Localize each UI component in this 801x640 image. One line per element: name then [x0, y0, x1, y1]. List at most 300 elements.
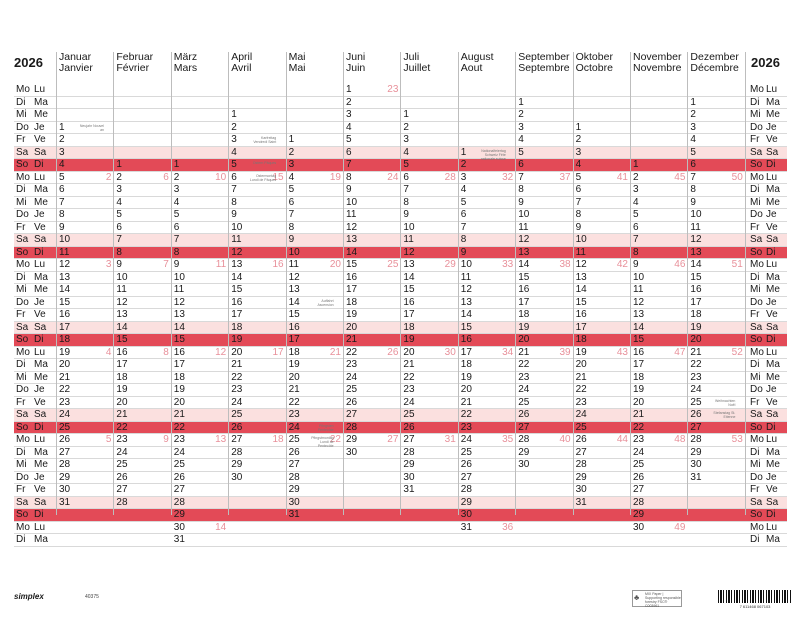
- day-number: 7: [518, 171, 524, 183]
- week-number: 30: [444, 346, 456, 358]
- day-number: 26: [518, 409, 530, 420]
- weekday-fr: Ve: [34, 221, 46, 233]
- month-name-fr: Novembre: [633, 62, 682, 74]
- week-number: 22: [329, 434, 341, 445]
- day-number: 16: [633, 346, 645, 358]
- day-number: 24: [403, 396, 415, 408]
- weekday-de: Mi: [16, 109, 27, 120]
- day-number: 28: [288, 471, 300, 483]
- weekday-fr-right: Me: [766, 284, 780, 295]
- weekday-fr-right: Ve: [766, 484, 778, 495]
- day-number: 17: [575, 321, 587, 333]
- weekday-fr: Sa: [34, 409, 47, 420]
- weekday-fr: Lu: [34, 434, 46, 445]
- holiday-label: Pfingstmontag Lundi de Pentecôte: [311, 436, 334, 448]
- day-number: 3: [288, 159, 295, 170]
- day-number: 3: [633, 184, 639, 195]
- day-number: 6: [633, 221, 639, 233]
- month-name-fr: Avril: [231, 62, 252, 74]
- month-header: [518, 52, 569, 84]
- year-label-left: 2026: [14, 55, 43, 70]
- weekday-fr-right: Lu: [766, 346, 778, 358]
- day-number: 29: [346, 434, 358, 445]
- day-number: 11: [518, 221, 529, 233]
- day-number: 24: [173, 446, 185, 458]
- day-number: 23: [633, 434, 645, 445]
- day-number: 28: [173, 496, 185, 508]
- day-number: 11: [633, 284, 644, 295]
- day-number: 1: [690, 96, 696, 108]
- month-header: [116, 52, 153, 84]
- weekday-de: Fr: [16, 396, 26, 408]
- week-number: 44: [616, 434, 628, 445]
- day-number: 18: [690, 309, 702, 320]
- week-number: 13: [215, 434, 227, 445]
- weekday-fr-right: Ma: [766, 359, 780, 370]
- day-number: 13: [690, 246, 702, 258]
- day-number: 16: [288, 321, 300, 333]
- day-number: 14: [460, 309, 472, 320]
- day-number: 26: [59, 434, 71, 445]
- day-number: 19: [633, 384, 645, 395]
- week-number: 52: [731, 346, 743, 358]
- weekday-fr-right: Me: [766, 459, 780, 470]
- day-number: 15: [460, 321, 472, 333]
- weekday-de-right: So: [750, 334, 763, 345]
- week-number: 32: [502, 171, 514, 183]
- day-number: 30: [690, 459, 702, 470]
- weekday-fr: Ma: [34, 184, 48, 195]
- day-number: 12: [116, 296, 128, 308]
- tree-icon: ♣: [634, 593, 640, 602]
- day-number: 18: [116, 371, 128, 383]
- day-number: 29: [59, 471, 71, 483]
- day-number: 21: [288, 384, 300, 395]
- day-number: 23: [403, 384, 415, 395]
- weekday-fr: Ve: [34, 484, 46, 495]
- day-number: 15: [288, 309, 300, 320]
- day-number: 9: [288, 234, 295, 245]
- day-number: 17: [231, 309, 243, 320]
- column-divider: [228, 52, 229, 515]
- weekday-de-right: Di: [750, 184, 760, 195]
- day-number: 27: [460, 471, 472, 483]
- day-number: 29: [633, 509, 645, 520]
- day-number: 21: [173, 409, 185, 420]
- day-number: 17: [346, 284, 358, 295]
- day-number: 27: [633, 484, 645, 495]
- day-number: 24: [59, 409, 71, 420]
- month-name-de: Dezember: [690, 51, 739, 63]
- day-number: 19: [403, 334, 415, 345]
- day-number: 21: [633, 409, 645, 420]
- day-number: 7: [633, 234, 639, 245]
- day-number: 21: [59, 371, 71, 383]
- day-number: 10: [460, 259, 472, 270]
- day-number: 28: [690, 434, 702, 445]
- day-number: 25: [690, 396, 702, 408]
- day-number: 21: [403, 359, 415, 370]
- holiday-label: Pfingsten Pentecôte: [317, 423, 334, 432]
- weekday-fr: Di: [34, 159, 44, 170]
- month-name-fr: Janvier: [59, 62, 93, 74]
- day-number: 16: [518, 284, 530, 295]
- week-number: 24: [387, 171, 399, 183]
- week-number: 4: [105, 346, 112, 358]
- day-number: 22: [288, 396, 300, 408]
- calendar-row: [14, 534, 787, 547]
- day-number: 24: [231, 396, 243, 408]
- week-number: 14: [215, 521, 227, 533]
- day-number: 4: [173, 196, 180, 208]
- month-name-de: November: [633, 51, 682, 63]
- barcode-number: 7 611468 067103: [739, 604, 771, 609]
- weekday-de-right: Fr: [750, 309, 760, 320]
- day-number: 27: [346, 409, 358, 420]
- day-number: 11: [575, 246, 586, 258]
- day-number: 10: [116, 271, 128, 283]
- day-number: 19: [173, 384, 185, 395]
- day-number: 13: [518, 246, 530, 258]
- weekday-de-right: So: [750, 509, 763, 520]
- weekday-fr-right: Ma: [766, 96, 780, 108]
- day-number: 7: [690, 171, 696, 183]
- day-number: 1: [116, 159, 122, 170]
- day-number: 2: [403, 121, 409, 133]
- weekday-de: Mo: [16, 521, 30, 533]
- column-divider: [343, 52, 344, 515]
- weekday-de-right: So: [750, 159, 763, 170]
- day-number: 27: [59, 446, 71, 458]
- day-number: 4: [575, 159, 582, 170]
- month-header: [690, 52, 738, 84]
- weekday-de: Mi: [16, 371, 27, 383]
- day-number: 16: [575, 309, 587, 320]
- day-number: 19: [346, 309, 358, 320]
- weekday-de: Di: [16, 271, 26, 283]
- day-number: 26: [288, 446, 300, 458]
- day-number: 9: [633, 259, 639, 270]
- day-number: 27: [690, 421, 702, 433]
- brand-logo: simplex: [14, 592, 44, 601]
- day-number: 16: [460, 334, 472, 345]
- day-number: 5: [288, 184, 295, 195]
- weekday-de-right: Mo: [750, 434, 764, 445]
- day-number: 9: [116, 259, 122, 270]
- day-number: 22: [460, 409, 472, 420]
- day-number: 12: [518, 234, 530, 245]
- day-number: 14: [518, 259, 530, 270]
- weekday-fr-right: Je: [766, 121, 777, 133]
- column-divider: [286, 52, 287, 515]
- day-number: 21: [231, 359, 243, 370]
- week-number: 41: [616, 171, 628, 183]
- day-number: 4: [346, 121, 352, 133]
- weekday-de: So: [16, 159, 29, 170]
- week-number: 16: [272, 259, 284, 270]
- holiday-label: Weihnachten Noël: [715, 398, 736, 407]
- day-number: 23: [173, 434, 185, 445]
- weekday-fr: Lu: [34, 346, 46, 358]
- day-number: 11: [288, 259, 299, 270]
- weekday-fr-right: Me: [766, 371, 780, 383]
- weekday-fr-right: Je: [766, 471, 777, 483]
- month-name-de: Juni: [346, 51, 366, 63]
- day-number: 10: [575, 234, 587, 245]
- day-number: 2: [690, 109, 696, 120]
- day-number: 5: [59, 171, 65, 183]
- day-number: 8: [116, 246, 122, 258]
- day-number: 8: [403, 196, 409, 208]
- day-number: 14: [116, 321, 128, 333]
- weekday-de-right: Fr: [750, 396, 760, 408]
- day-number: 12: [346, 221, 358, 233]
- day-number: 18: [575, 334, 587, 345]
- day-number: 29: [403, 459, 415, 470]
- weekday-de-right: Mi: [750, 196, 761, 208]
- weekday-de-right: Mi: [750, 371, 761, 383]
- weekday-de: Sa: [16, 321, 29, 333]
- weekday-de: Mo: [16, 434, 30, 445]
- weekday-de-right: Di: [750, 96, 760, 108]
- day-number: 10: [346, 196, 358, 208]
- weekday-fr: Di: [34, 421, 44, 433]
- day-number: 13: [231, 259, 243, 270]
- weekday-fr-right: Ma: [766, 446, 780, 458]
- weekday-fr: Di: [34, 246, 44, 258]
- day-number: 6: [460, 209, 467, 220]
- day-number: 25: [518, 396, 530, 408]
- day-number: 6: [403, 171, 409, 183]
- day-number: 2: [231, 121, 237, 133]
- weekday-fr: Ma: [34, 534, 48, 545]
- weekday-fr: Lu: [34, 259, 46, 270]
- weekday-fr: Me: [34, 109, 48, 120]
- day-number: 8: [288, 221, 295, 233]
- month-header: [633, 52, 681, 84]
- day-number: 11: [403, 234, 414, 245]
- day-number: 8: [231, 196, 237, 208]
- article-number: 40375: [85, 594, 99, 600]
- day-number: 24: [460, 434, 472, 445]
- day-number: 9: [231, 209, 237, 220]
- week-number: 37: [559, 171, 571, 183]
- day-number: 27: [575, 446, 587, 458]
- day-number: 1: [633, 159, 639, 170]
- barcode: [718, 590, 792, 603]
- day-number: 30: [173, 521, 185, 533]
- column-divider: [687, 52, 688, 515]
- weekday-fr: Lu: [34, 521, 46, 533]
- weekday-de-right: Fr: [750, 484, 760, 495]
- day-number: 24: [116, 446, 128, 458]
- day-number: 26: [633, 471, 645, 483]
- weekday-fr: Je: [34, 471, 45, 483]
- week-number: 50: [731, 171, 743, 183]
- weekday-de: Do: [16, 209, 29, 220]
- day-number: 8: [518, 184, 524, 195]
- day-number: 24: [633, 446, 645, 458]
- day-number: 7: [403, 184, 409, 195]
- day-number: 2: [346, 96, 352, 108]
- day-number: 10: [288, 246, 300, 258]
- day-number: 16: [59, 309, 71, 320]
- weekday-de: Di: [16, 184, 26, 195]
- day-number: 24: [690, 384, 702, 395]
- day-number: 16: [173, 346, 185, 358]
- weekday-fr-right: Di: [766, 509, 776, 520]
- weekday-de: Fr: [16, 484, 26, 495]
- day-number: 13: [633, 309, 645, 320]
- day-number: 10: [633, 271, 645, 283]
- day-number: 11: [346, 209, 357, 220]
- weekday-fr-right: Ma: [766, 184, 780, 195]
- weekday-fr-right: Ma: [766, 534, 780, 545]
- day-number: 17: [403, 309, 415, 320]
- weekday-fr: Di: [34, 334, 44, 345]
- week-number: 20: [329, 259, 341, 270]
- day-number: 5: [403, 159, 409, 170]
- day-number: 17: [288, 334, 300, 345]
- week-number: 43: [616, 346, 628, 358]
- day-number: 9: [403, 209, 409, 220]
- weekday-fr-right: Sa: [766, 234, 779, 245]
- weekday-fr: Ma: [34, 271, 48, 283]
- day-number: 19: [575, 346, 587, 358]
- day-number: 17: [173, 359, 185, 370]
- weekday-de-right: Do: [750, 384, 763, 395]
- week-number: 5: [105, 434, 112, 445]
- weekday-fr-right: Lu: [766, 84, 778, 95]
- day-number: 19: [116, 384, 128, 395]
- day-number: 30: [575, 484, 587, 495]
- day-number: 1: [575, 121, 582, 133]
- day-number: 5: [575, 171, 582, 183]
- day-number: 13: [59, 271, 71, 283]
- weekday-de: Do: [16, 121, 29, 133]
- week-number: 49: [674, 521, 686, 533]
- day-number: 17: [460, 346, 472, 358]
- day-number: 10: [403, 221, 415, 233]
- week-number: 11: [215, 259, 227, 270]
- weekday-de: Mi: [16, 459, 27, 470]
- weekday-fr-right: Je: [766, 209, 777, 220]
- month-name-de: März: [173, 51, 198, 63]
- weekday-fr: Sa: [34, 496, 47, 508]
- day-number: 21: [346, 334, 358, 345]
- day-number: 17: [59, 321, 71, 333]
- weekday-de-right: Sa: [750, 146, 763, 158]
- day-number: 21: [690, 346, 702, 358]
- day-number: 28: [346, 421, 358, 433]
- weekday-de: Sa: [16, 496, 29, 508]
- month-name-de: August: [460, 51, 494, 63]
- weekday-fr-right: Sa: [766, 496, 779, 508]
- weekday-de: So: [16, 509, 29, 520]
- day-number: 29: [575, 471, 587, 483]
- day-number: 6: [173, 221, 180, 233]
- weekday-fr: Me: [34, 371, 48, 383]
- day-number: 19: [288, 359, 300, 370]
- day-number: 29: [518, 446, 530, 458]
- day-number: 21: [575, 371, 587, 383]
- day-number: 24: [575, 409, 587, 420]
- day-number: 7: [231, 184, 237, 195]
- day-number: 3: [346, 109, 352, 120]
- day-number: 13: [460, 296, 472, 308]
- weekday-de: Mo: [16, 346, 30, 358]
- day-number: 23: [690, 371, 702, 383]
- day-number: 7: [116, 234, 122, 245]
- weekday-fr-right: Sa: [766, 146, 779, 158]
- weekday-de-right: Mo: [750, 84, 764, 95]
- month-header: [231, 52, 252, 84]
- week-number: 12: [215, 346, 227, 358]
- week-number: 26: [387, 346, 399, 358]
- day-number: 1: [59, 121, 65, 133]
- weekday-de: Mi: [16, 196, 27, 208]
- day-number: 29: [231, 459, 243, 470]
- day-number: 23: [518, 371, 530, 383]
- day-number: 9: [59, 221, 65, 233]
- day-number: 2: [288, 146, 295, 158]
- day-number: 16: [690, 284, 702, 295]
- day-number: 14: [346, 246, 358, 258]
- week-number: 47: [674, 346, 686, 358]
- month-name-fr: Mai: [288, 62, 306, 74]
- weekday-de: Fr: [16, 309, 26, 320]
- day-number: 19: [460, 371, 472, 383]
- weekday-de-right: Fr: [750, 221, 760, 233]
- day-number: 30: [403, 471, 415, 483]
- day-number: 20: [288, 371, 300, 383]
- month-header: [289, 52, 306, 84]
- day-number: 10: [690, 209, 702, 220]
- weekday-fr-right: Lu: [766, 434, 778, 445]
- week-number: 18: [272, 434, 284, 445]
- weekday-fr-right: Sa: [766, 321, 779, 333]
- day-number: 4: [116, 196, 122, 208]
- day-number: 4: [633, 196, 639, 208]
- day-number: 11: [690, 221, 701, 233]
- weekday-de: Fr: [16, 134, 26, 145]
- day-number: 30: [460, 509, 472, 520]
- day-number: 31: [690, 471, 702, 483]
- weekday-de: Do: [16, 471, 29, 483]
- day-number: 10: [518, 209, 530, 220]
- day-number: 26: [403, 421, 415, 433]
- week-number: 28: [444, 171, 456, 183]
- week-number: 15: [272, 171, 284, 183]
- weekday-fr-right: Ve: [766, 309, 778, 320]
- day-number: 5: [460, 196, 467, 208]
- day-number: 28: [231, 446, 243, 458]
- weekday-de-right: Mo: [750, 521, 764, 533]
- week-number: 42: [616, 259, 628, 270]
- weekday-de-right: Sa: [750, 409, 763, 420]
- weekday-de-right: Mi: [750, 459, 761, 470]
- day-number: 20: [690, 334, 702, 345]
- month-header: [403, 52, 430, 84]
- day-number: 3: [518, 121, 524, 133]
- day-number: 6: [116, 221, 122, 233]
- day-number: 27: [518, 421, 530, 433]
- day-number: 18: [288, 346, 300, 358]
- week-number: 9: [163, 434, 169, 445]
- day-number: 30: [231, 471, 243, 483]
- day-number: 12: [59, 259, 71, 270]
- day-number: 15: [173, 334, 185, 345]
